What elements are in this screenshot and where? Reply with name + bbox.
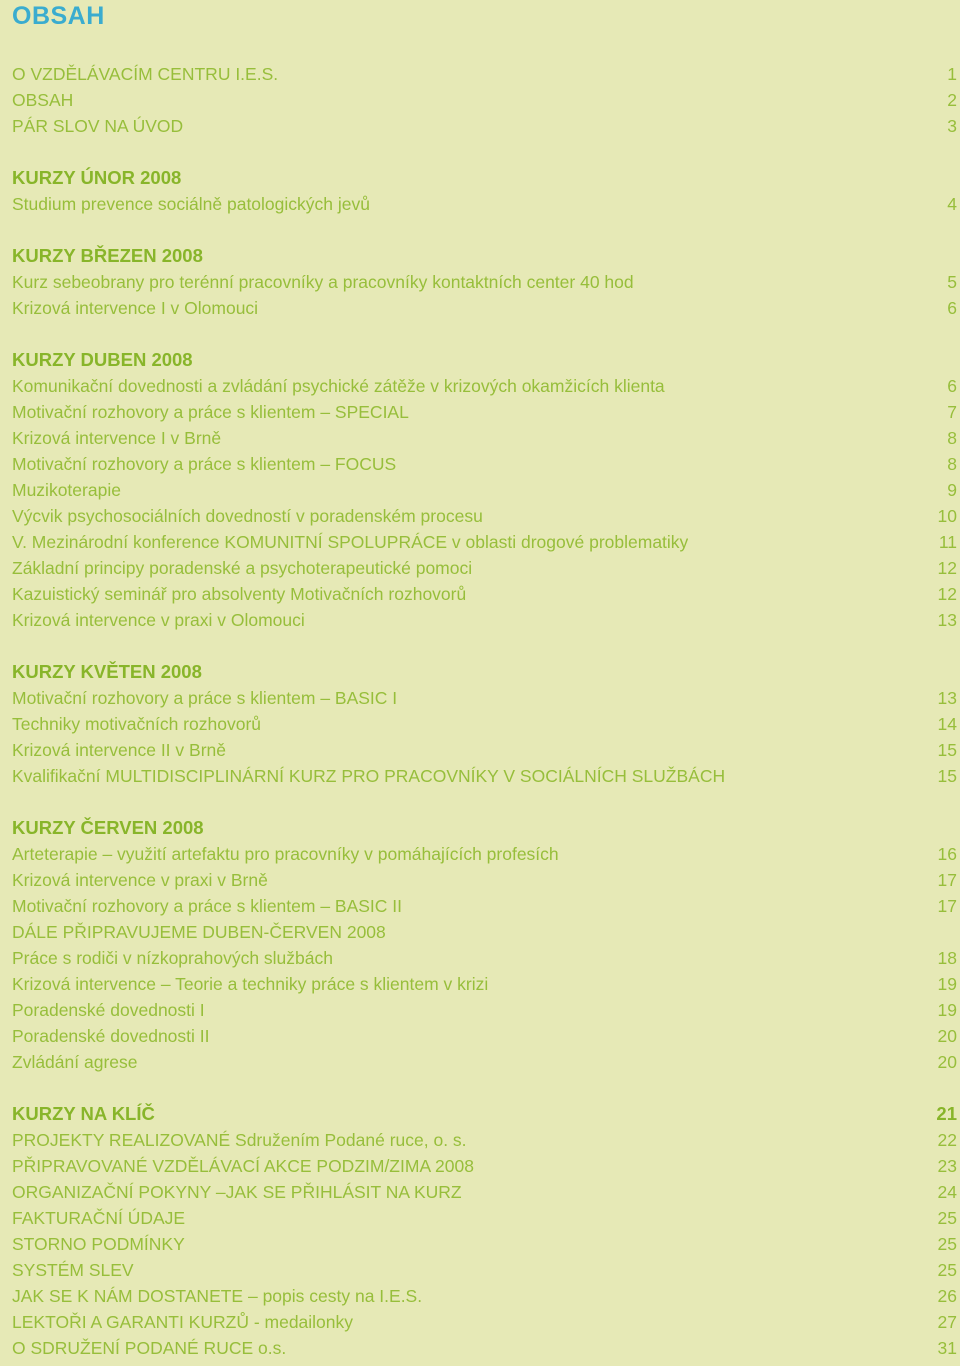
section-heading [12, 815, 957, 841]
toc-entry-page: 22 [937, 1130, 957, 1150]
table-of-contents [12, 61, 957, 1361]
toc-entry[interactable] [12, 425, 957, 451]
toc-entry-title: Krizová intervence v praxi v Olomouci [12, 610, 305, 630]
toc-entry[interactable] [12, 113, 957, 139]
section-heading-page: 21 [936, 1103, 957, 1124]
toc-entry-title: Studium prevence sociálně patologických jevů [12, 194, 370, 214]
toc-entry[interactable] [12, 269, 957, 295]
toc-entry-title: PROJEKTY REALIZOVANÉ Sdružením Podané ruce, o. s. [12, 1130, 467, 1150]
toc-entry-title: JAK SE K NÁM DOSTANETE – popis cesty na I.E.S. [12, 1286, 423, 1306]
toc-entry-page: 18 [937, 948, 957, 968]
toc-entry-page: 15 [937, 766, 957, 786]
toc-entry-page: 8 [947, 454, 957, 474]
toc-entry-title: Motivační rozhovory a práce s klientem – BASIC II [12, 896, 403, 916]
section-gap [12, 633, 957, 659]
toc-entry[interactable] [12, 399, 957, 425]
toc-entry-page: 2 [947, 90, 957, 110]
section-heading [12, 659, 957, 685]
toc-entry[interactable] [12, 503, 957, 529]
toc-entry[interactable] [12, 841, 957, 867]
toc-entry[interactable] [12, 763, 957, 789]
toc-entry-title: Výcvik psychosociálních dovedností v poradenském procesu [12, 506, 483, 526]
section-gap [12, 321, 957, 347]
section-gap [12, 217, 957, 243]
toc-entry[interactable] [12, 711, 957, 737]
toc-entry-title: Krizová intervence II v Brně [12, 740, 226, 760]
toc-entry-title: FAKTURAČNÍ ÚDAJE [12, 1208, 186, 1228]
toc-entry-page: 19 [937, 974, 957, 994]
toc-entry-page: 13 [937, 610, 957, 630]
toc-entry[interactable] [12, 555, 957, 581]
toc-entry-title: ORGANIZAČNÍ POKYNY –JAK SE PŘIHLÁSIT NA KURZ [12, 1182, 462, 1202]
toc-entry-title: Poradenské dovednosti II [12, 1026, 210, 1046]
toc-entry-title: Arteterapie – využití artefaktu pro pracovníky v pomáhajících profesích [12, 844, 559, 864]
section-heading [12, 1101, 957, 1127]
toc-entry[interactable] [12, 1179, 957, 1205]
toc-entry-title: V. Mezinárodní konference KOMUNITNÍ SPOLUPRÁCE v oblasti drogové problematiky [12, 532, 689, 552]
toc-entry-page: 31 [937, 1338, 957, 1358]
toc-entry-page: 10 [937, 506, 957, 526]
toc-entry[interactable] [12, 919, 957, 945]
toc-entry-title: Krizová intervence I v Brně [12, 428, 222, 448]
toc-entry-title: PŘIPRAVOVANÉ VZDĚLÁVACÍ AKCE PODZIM/ZIMA 2008 [12, 1156, 474, 1176]
section-heading-text: KURZY KVĚTEN 2008 [12, 661, 202, 682]
section-heading [12, 165, 957, 191]
toc-entry-title: STORNO PODMÍNKY [12, 1234, 185, 1254]
toc-entry-page: 17 [937, 870, 957, 890]
toc-entry-page: 5 [947, 272, 957, 292]
toc-entry-title: Krizová intervence – Teorie a techniky práce s klientem v krizi [12, 974, 489, 994]
toc-entry-page: 25 [937, 1208, 957, 1228]
section-heading-text: KURZY ČERVEN 2008 [12, 817, 204, 838]
toc-entry-title: Práce s rodiči v nízkoprahových službách [12, 948, 333, 968]
toc-entry-page: 20 [937, 1026, 957, 1046]
toc-entry[interactable] [12, 1023, 957, 1049]
toc-entry-page: 3 [947, 116, 957, 136]
toc-entry[interactable] [12, 1257, 957, 1283]
toc-entry[interactable] [12, 1127, 957, 1153]
toc-entry-title: Komunikační dovednosti a zvládání psychické zátěže v krizových okamžicích klienta [12, 376, 665, 396]
toc-entry[interactable] [12, 529, 957, 555]
toc-entry[interactable] [12, 1231, 957, 1257]
toc-entry[interactable] [12, 87, 957, 113]
toc-entry-page: 17 [937, 896, 957, 916]
toc-entry-page: 11 [938, 532, 957, 552]
toc-entry-title: OBSAH [12, 90, 74, 110]
toc-entry[interactable] [12, 191, 957, 217]
section-heading [12, 347, 957, 373]
toc-entry[interactable] [12, 1283, 957, 1309]
toc-entry[interactable] [12, 295, 957, 321]
toc-entry-page: 12 [937, 558, 957, 578]
toc-entry[interactable] [12, 737, 957, 763]
toc-entry[interactable] [12, 1049, 957, 1075]
toc-entry-title: Kazuistický seminář pro absolventy Motivačních rozhovorů [12, 584, 467, 604]
toc-entry[interactable] [12, 477, 957, 503]
toc-entry-title: Motivační rozhovory a práce s klientem – FOCUS [12, 454, 397, 474]
toc-entry-title: Techniky motivačních rozhovorů [12, 714, 261, 734]
toc-entry[interactable] [12, 1153, 957, 1179]
toc-entry-page: 13 [937, 688, 957, 708]
toc-entry-page: 8 [947, 428, 957, 448]
toc-entry-page: 25 [937, 1234, 957, 1254]
section-heading-text: KURZY ÚNOR 2008 [12, 167, 182, 188]
toc-entry-page: 16 [937, 844, 957, 864]
toc-entry-page: 19 [937, 1000, 957, 1020]
toc-entry-page: 12 [937, 584, 957, 604]
toc-entry-title: O SDRUŽENÍ PODANÉ RUCE o.s. [12, 1338, 287, 1358]
toc-entry-title: Základní principy poradenské a psychoterapeutické pomoci [12, 558, 473, 578]
toc-entry-title: Krizová intervence v praxi v Brně [12, 870, 268, 890]
toc-entry[interactable] [12, 945, 957, 971]
toc-entry[interactable] [12, 607, 957, 633]
toc-entry-page: 6 [947, 376, 957, 396]
toc-entry-page: 7 [947, 402, 957, 422]
toc-entry[interactable] [12, 373, 957, 399]
toc-entry-title: Poradenské dovednosti I [12, 1000, 205, 1020]
toc-entry-page: 15 [937, 740, 957, 760]
toc-entry-title: DÁLE PŘIPRAVUJEME DUBEN-ČERVEN 2008 [12, 922, 386, 942]
toc-entry-title: PÁR SLOV NA ÚVOD [12, 116, 184, 136]
toc-entry-title: Motivační rozhovory a práce s klientem – SPECIAL [12, 402, 409, 422]
toc-entry[interactable] [12, 971, 957, 997]
toc-entry-page: 27 [937, 1312, 957, 1332]
toc-entry-page: 6 [947, 298, 957, 318]
toc-entry-page: 1 [947, 64, 957, 84]
toc-entry-title: Zvládání agrese [12, 1052, 138, 1072]
page-title: OBSAH [12, 2, 105, 30]
toc-entry[interactable] [12, 581, 957, 607]
toc-entry-title: Kvalifikační MULTIDISCIPLINÁRNÍ KURZ PRO PRACOVNÍKY V SOCIÁLNÍCH SLUŽBÁCH [12, 766, 726, 786]
toc-entry-page: 25 [937, 1260, 957, 1280]
section-gap [12, 789, 957, 815]
toc-entry-title: Kurz sebeobrany pro terénní pracovníky a pracovníky kontaktních center 40 hod [12, 272, 634, 292]
section-gap [12, 139, 957, 165]
toc-entry-page: 20 [937, 1052, 957, 1072]
toc-entry-page: 26 [937, 1286, 957, 1306]
toc-entry-page: 14 [937, 714, 957, 734]
section-heading-text: KURZY BŘEZEN 2008 [12, 245, 203, 266]
toc-entry[interactable] [12, 61, 957, 87]
toc-entry-title: SYSTÉM SLEV [12, 1260, 134, 1280]
toc-entry[interactable] [12, 451, 957, 477]
toc-entry-page: 9 [947, 480, 957, 500]
toc-entry-page: 4 [947, 194, 957, 214]
toc-entry[interactable] [12, 893, 957, 919]
toc-entry-title: LEKTOŘI A GARANTI KURZŮ - medailonky [12, 1312, 354, 1332]
section-gap [12, 1075, 957, 1101]
section-heading-text: KURZY NA KLÍČ [12, 1103, 155, 1124]
toc-entry[interactable] [12, 867, 957, 893]
section-heading-text: KURZY DUBEN 2008 [12, 349, 193, 370]
toc-entry-title: Krizová intervence I v Olomouci [12, 298, 259, 318]
toc-entry[interactable] [12, 997, 957, 1023]
toc-entry[interactable] [12, 1309, 957, 1335]
toc-entry[interactable] [12, 1205, 957, 1231]
toc-entry-title: Motivační rozhovory a práce s klientem – BASIC I [12, 688, 398, 708]
toc-entry-page: 23 [937, 1156, 957, 1176]
toc-entry-page: 24 [937, 1182, 957, 1202]
toc-entry-title: O VZDĚLÁVACÍM CENTRU I.E.S. [12, 64, 279, 84]
toc-entry-title: Muzikoterapie [12, 480, 121, 500]
toc-entry[interactable] [12, 1335, 957, 1361]
section-heading [12, 243, 957, 269]
toc-entry[interactable] [12, 685, 957, 711]
